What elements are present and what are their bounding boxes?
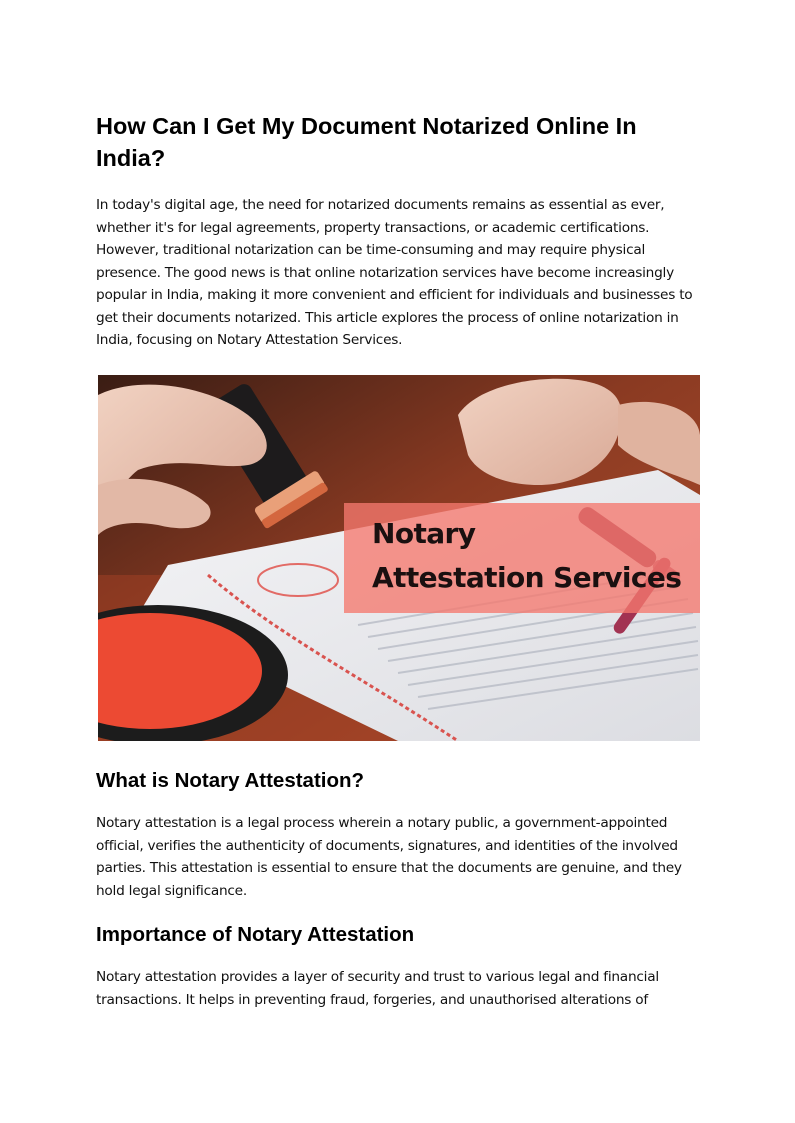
overlay-line-attestation-services: Attestation Services: [372, 561, 682, 594]
hero-image: [98, 375, 700, 741]
section-body-what-is-notary-attestation: Notary attestation is a legal process wherein a notary public, a government-appointed official, verifies the authenticity of documents, signatures, and identities of the involved parties. This attestation is essential to ensure that the documents are genuine, and they hold legal significance.: [96, 815, 682, 899]
intro-paragraph: In today's digital age, the need for notarized documents remains as essential as ever, whether it's for legal agreements, property transactions, or academic certifications. However, traditional notarization can be time-consuming and may require physical presence. The good news is that online notarization services have become increasingly popular in India, making it more convenient and efficient for individuals and businesses to get their documents notarized. This article explores the process of online notarization in India, focusing on Notary Attestation Services.: [96, 197, 693, 348]
page-title: How Can I Get My Document Notarized Online In India?: [96, 113, 637, 171]
image-caption-overlay: [344, 503, 700, 613]
section-heading-importance: Importance of Notary Attestation: [96, 923, 415, 946]
section-heading-what-is-notary-attestation: What is Notary Attestation?: [96, 769, 365, 792]
overlay-line-notary: Notary: [372, 517, 476, 550]
section-body-importance: Notary attestation provides a layer of security and trust to various legal and financial transactions. It helps in preventing fraud, forgeries, and unauthorised alterations of: [96, 969, 659, 1008]
